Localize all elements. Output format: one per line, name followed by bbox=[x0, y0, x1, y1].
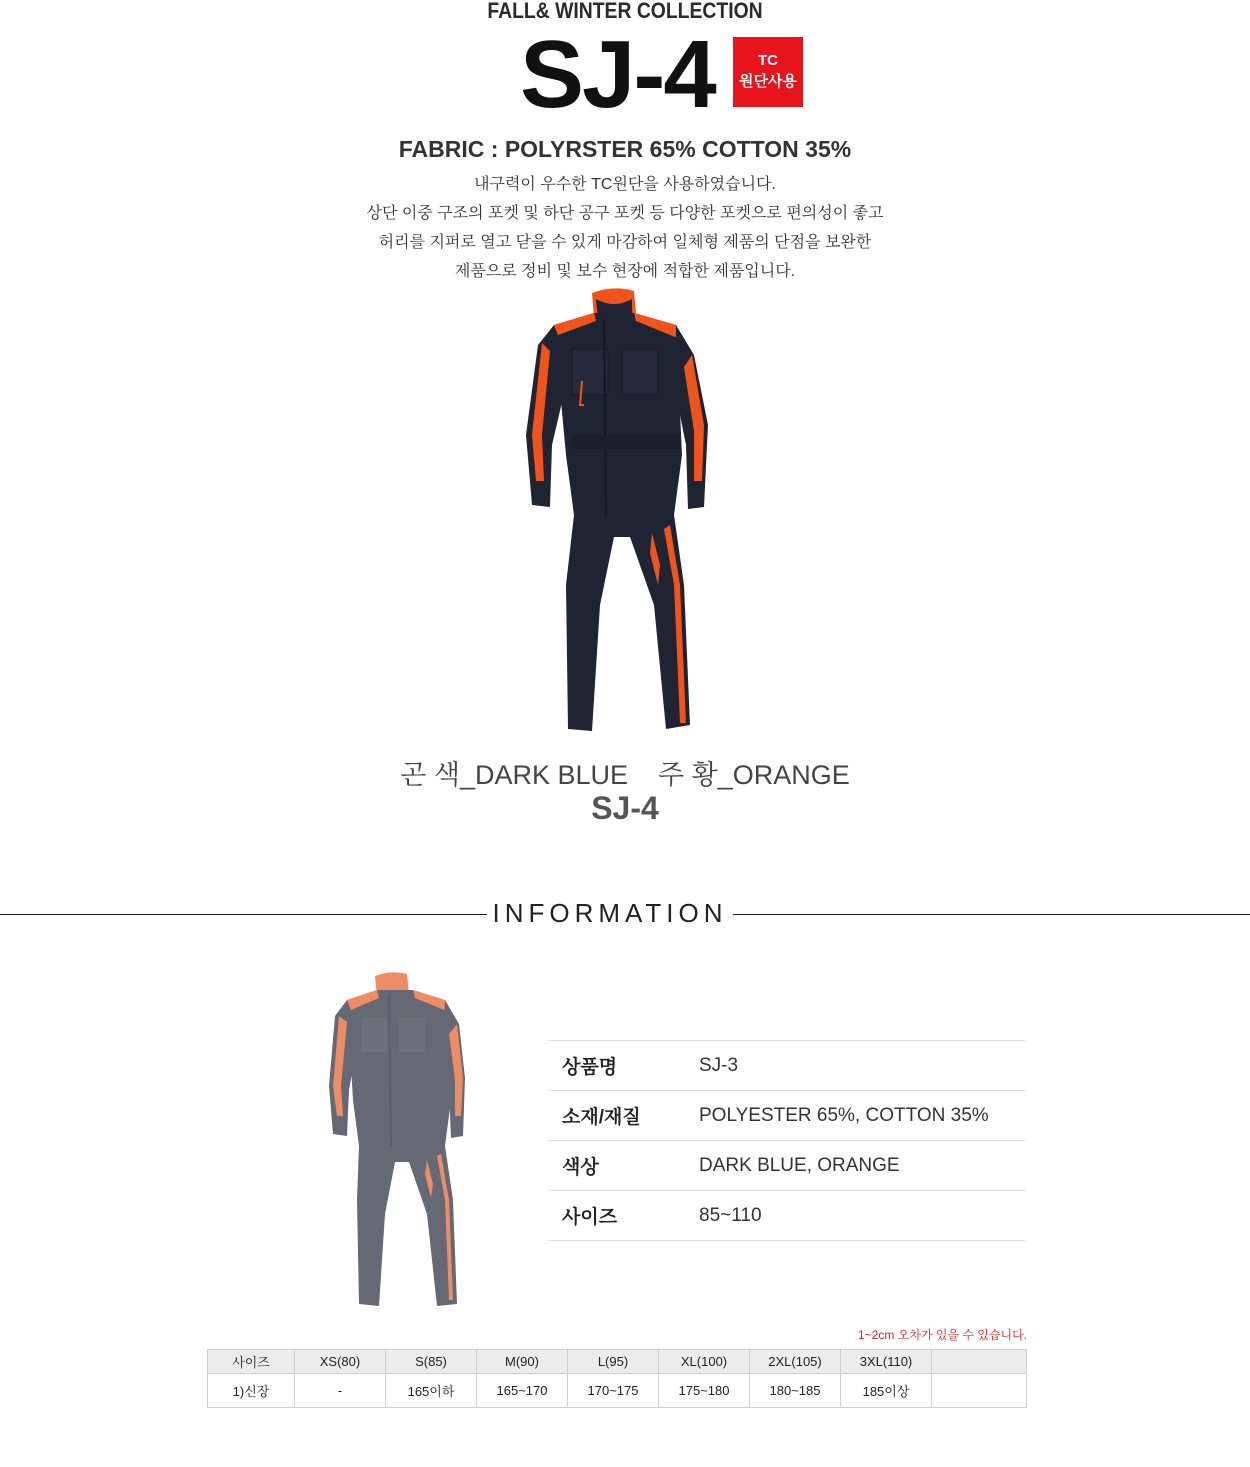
size-header-cell: 사이즈 bbox=[208, 1350, 295, 1374]
spec-value: POLYESTER 65%, COTTON 35% bbox=[699, 1091, 1025, 1141]
size-header-cell: 3XL(110) bbox=[841, 1350, 932, 1374]
color-options-label: 곤 색_DARK BLUE 주 황_ORANGE bbox=[400, 760, 850, 790]
spec-value: SJ-3 bbox=[699, 1041, 1025, 1091]
size-cell: 1)신장 bbox=[208, 1374, 295, 1408]
size-header-cell: S(85) bbox=[386, 1350, 477, 1374]
collection-subtitle: FALL& WINTER COLLECTION bbox=[487, 0, 763, 23]
size-table bbox=[207, 1349, 1027, 1408]
size-header-cell: XS(80) bbox=[295, 1350, 386, 1374]
size-header-cell: L(95) bbox=[568, 1350, 659, 1374]
size-cell: 185이상 bbox=[841, 1374, 932, 1408]
model-title: SJ-4 bbox=[520, 21, 715, 128]
spec-label: 사이즈 bbox=[548, 1191, 699, 1241]
product-model-label: SJ-4 bbox=[591, 790, 659, 826]
spec-row bbox=[548, 1141, 1025, 1191]
badge-line-2: 원단사용 bbox=[739, 73, 797, 90]
size-cell: 165~170 bbox=[477, 1374, 568, 1408]
size-header-cell bbox=[932, 1350, 1027, 1374]
size-cell: 165이하 bbox=[386, 1374, 477, 1408]
size-cell: - bbox=[295, 1374, 386, 1408]
size-header-cell: M(90) bbox=[477, 1350, 568, 1374]
size-table-row bbox=[208, 1374, 1027, 1408]
product-description bbox=[0, 170, 1250, 286]
spec-row bbox=[548, 1091, 1025, 1141]
size-cell: 175~180 bbox=[659, 1374, 750, 1408]
desc-line: 허리를 지퍼로 열고 닫을 수 있게 마감하여 일체형 제품의 단점을 보완한 bbox=[378, 234, 872, 251]
size-table-header bbox=[208, 1350, 1027, 1374]
product-image-coverall bbox=[514, 285, 734, 735]
size-tolerance-note: 1~2cm 오차가 있을 수 있습니다. bbox=[858, 1328, 1027, 1342]
spec-row bbox=[548, 1191, 1025, 1241]
spec-label: 소재/재질 bbox=[548, 1091, 699, 1141]
spec-value: 85~110 bbox=[699, 1191, 1025, 1241]
size-cell: 170~175 bbox=[568, 1374, 659, 1408]
size-cell bbox=[932, 1374, 1027, 1408]
fabric-composition: FABRIC : POLYRSTER 65% COTTON 35% bbox=[398, 136, 852, 162]
spec-value: DARK BLUE, ORANGE bbox=[699, 1141, 1025, 1191]
spec-label: 상품명 bbox=[548, 1041, 699, 1091]
size-header-cell: XL(100) bbox=[659, 1350, 750, 1374]
size-cell: 180~185 bbox=[750, 1374, 841, 1408]
product-thumbnail-coverall bbox=[323, 970, 473, 1310]
badge-line-1: TC bbox=[758, 52, 778, 69]
desc-line: 내구력이 우수한 TC원단을 사용하였습니다. bbox=[474, 176, 776, 193]
spec-label: 색상 bbox=[548, 1141, 699, 1191]
size-header-cell: 2XL(105) bbox=[750, 1350, 841, 1374]
spec-row bbox=[548, 1041, 1025, 1091]
information-heading: INFORMATION bbox=[487, 898, 733, 929]
divider-right bbox=[733, 914, 1250, 915]
tc-fabric-badge bbox=[733, 37, 803, 107]
spec-table bbox=[548, 1040, 1025, 1241]
divider-left bbox=[0, 914, 488, 915]
desc-line: 제품으로 정비 및 보수 현장에 적합한 제품입니다. bbox=[454, 263, 796, 280]
desc-line: 상단 이중 구조의 포켓 및 하단 공구 포켓 등 다양한 포켓으로 편의성이 좋고 bbox=[366, 205, 884, 222]
